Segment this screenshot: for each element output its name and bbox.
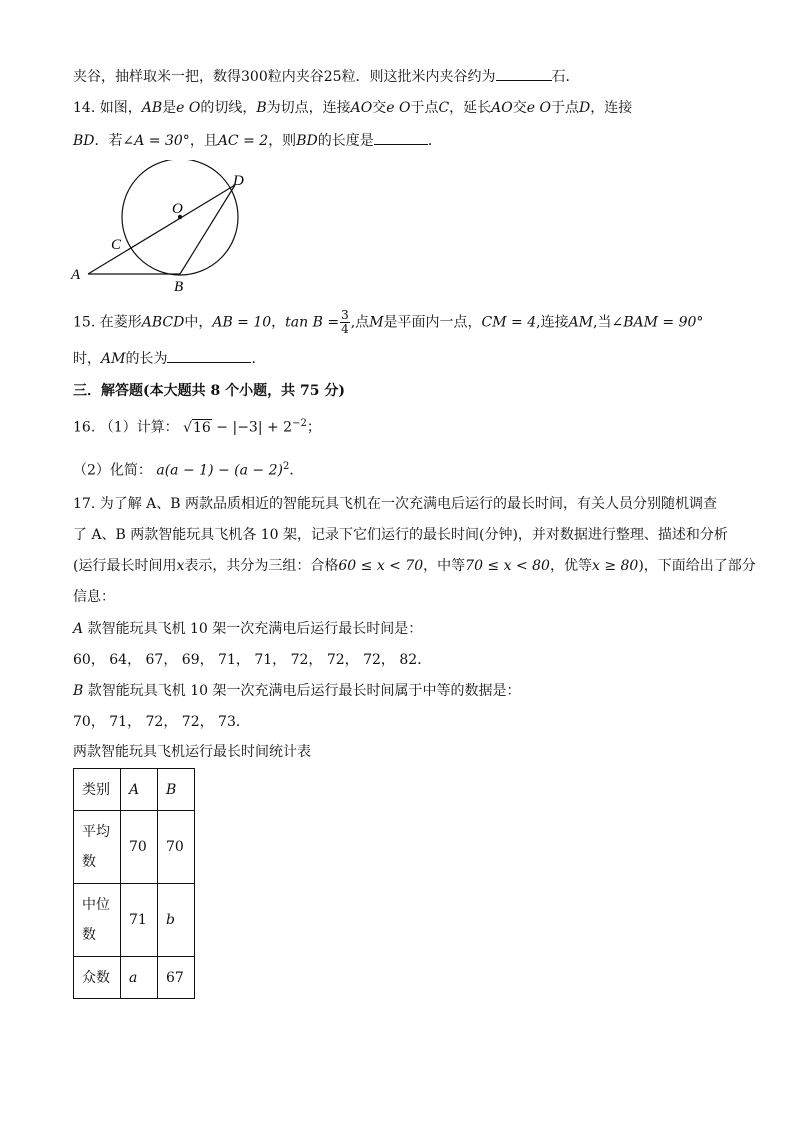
fraction-denominator: 4 xyxy=(341,322,349,336)
b-intro xyxy=(73,681,520,701)
row-label-mean xyxy=(74,811,121,884)
label-line: 数 xyxy=(82,927,96,943)
math-var: BD xyxy=(73,133,95,149)
text: 为切点，连接 xyxy=(266,100,351,116)
math-expr: − |−3| + 2 xyxy=(211,419,293,436)
geometry-figure xyxy=(65,160,265,295)
problem-16-part-2 xyxy=(73,457,303,481)
text: 交 xyxy=(512,100,527,116)
text: 在菱形 xyxy=(99,314,142,331)
text: 粒．则这批米内夹谷约为 xyxy=(341,69,496,85)
cell-value: a xyxy=(121,957,158,999)
label-b: B xyxy=(174,279,184,295)
table-row xyxy=(74,884,195,957)
text: 石． xyxy=(551,69,580,85)
row-label-median xyxy=(74,884,121,957)
problem-number: 17. xyxy=(73,496,96,512)
text: 的切线， xyxy=(200,100,257,116)
math-var: BD xyxy=(296,133,318,149)
table-row xyxy=(74,769,195,811)
cell-value: 67 xyxy=(158,957,195,999)
problem-number: 16. xyxy=(73,419,96,436)
answer-blank[interactable] xyxy=(496,66,552,81)
problem-13-continuation xyxy=(73,66,580,87)
math-var: AO xyxy=(350,100,373,116)
fraction xyxy=(340,309,350,336)
text: (运行最长时间用 xyxy=(73,558,177,574)
segment-bd xyxy=(180,185,235,274)
math-expr: ∠A = 30° xyxy=(122,133,190,149)
label-o: O xyxy=(172,201,183,217)
text: 表示，共分为三组：合格 xyxy=(184,558,339,574)
sqrt-expr: √16 xyxy=(183,419,211,436)
problem-14-line-1 xyxy=(73,98,632,118)
math-var: M xyxy=(369,314,384,331)
problem-number: 14. xyxy=(73,100,96,116)
math-circle: e O xyxy=(386,100,411,116)
problem-16-part-1 xyxy=(73,414,321,438)
math-var: AO xyxy=(491,100,513,116)
math-var: AB xyxy=(141,100,163,116)
math-var: x xyxy=(176,558,185,574)
header-category: 类别 xyxy=(74,769,121,811)
text: ，则 xyxy=(268,133,297,149)
answer-blank[interactable] xyxy=(374,130,428,145)
sqrt-radicand: 16 xyxy=(193,419,211,436)
text: 夹谷，抽样取米一把，数得 xyxy=(73,69,241,85)
math-expr: 60 ≤ x < 70 xyxy=(338,558,424,574)
math-var: AM xyxy=(568,314,594,331)
cell-value: b xyxy=(158,884,195,957)
problem-17-line-3 xyxy=(73,556,756,576)
math-var: B xyxy=(73,683,84,699)
text: )，下面给出了部分 xyxy=(638,558,756,574)
math-expr: AC = 2 xyxy=(217,133,269,149)
exponent: 2 xyxy=(282,461,290,472)
text: ,当 xyxy=(593,314,612,331)
math-var: B xyxy=(256,100,267,116)
label-a: A xyxy=(71,267,81,283)
cell-value: 71 xyxy=(121,884,158,957)
text: ． xyxy=(427,133,442,149)
segment-ad xyxy=(88,185,235,274)
problem-17-line-2: 了 A、B 两款智能玩具飞机各 10 架，记录下它们运行的最长时间(分钟)，并对数据进行整理、描述和分析 xyxy=(73,527,728,543)
problem-14-line-2 xyxy=(73,130,442,151)
math-expr: tan B = xyxy=(285,314,340,331)
text: ， xyxy=(271,314,286,331)
text: 为了解 A、B 两款品质相近的智能玩具飞机在一次充满电后运行的最长时间，有关人员分别随机调查 xyxy=(99,496,718,512)
problem-17-line-4: 信息： xyxy=(73,589,115,605)
a-data: 60， 64， 67， 69， 71， 71， 72， 72， 72， 82． xyxy=(73,652,432,668)
text: ，连接 xyxy=(590,100,633,116)
math-expr: AB = 10 xyxy=(212,314,272,331)
math-var: C xyxy=(438,100,450,116)
text: （2）化简： xyxy=(73,462,152,479)
math-var: D xyxy=(578,100,591,116)
text: 的长为 xyxy=(125,351,168,367)
text: ，延长 xyxy=(449,100,492,116)
section-heading: 三．解答题(本大题共 8 个小题，共 75 分) xyxy=(73,383,345,399)
answer-blank[interactable] xyxy=(167,348,251,363)
table-title: 两款智能玩具飞机运行最长时间统计表 xyxy=(73,744,311,760)
text: ，且 xyxy=(189,133,218,149)
number: 300 xyxy=(241,69,268,85)
text: ； xyxy=(306,419,321,436)
math-expr: x ≥ 80 xyxy=(591,558,639,574)
text: ．若 xyxy=(94,133,123,149)
header-b: B xyxy=(158,769,195,811)
label-d: D xyxy=(233,173,244,189)
cell-value: 70 xyxy=(121,811,158,884)
problem-15-line-2 xyxy=(73,348,265,369)
label-line: 中位 xyxy=(82,897,110,913)
text: 是平面内一点， xyxy=(383,314,482,331)
cell-value: 70 xyxy=(158,811,195,884)
text: （1）计算： xyxy=(99,419,179,436)
fraction-numerator: 3 xyxy=(341,308,349,322)
text: 款智能玩具飞机 10 架一次充满电后运行最长时间是： xyxy=(83,621,423,637)
math-var: AM xyxy=(101,351,126,367)
text: ，中等 xyxy=(423,558,466,574)
text: 交 xyxy=(372,100,387,116)
label-line: 平均 xyxy=(82,824,110,840)
header-a: A xyxy=(121,769,158,811)
text: ． xyxy=(251,351,266,367)
math-circle: e O xyxy=(176,100,201,116)
number: 25 xyxy=(323,69,342,85)
math-expr: CM = 4 xyxy=(481,314,537,331)
text: 时， xyxy=(73,351,101,367)
math-expr: a(a − 1) − (a − 2) xyxy=(156,462,283,479)
row-label-mode: 众数 xyxy=(74,957,121,999)
a-intro xyxy=(73,619,422,639)
text: 粒内夹谷 xyxy=(267,69,324,85)
text: ,连接 xyxy=(536,314,569,331)
text: 于点 xyxy=(410,100,439,116)
problem-15-line-1 xyxy=(73,309,703,336)
problem-number: 15. xyxy=(73,314,96,331)
math-var: ABCD xyxy=(141,314,185,331)
problem-17-line-1 xyxy=(73,494,717,514)
text: 于点 xyxy=(550,100,579,116)
math-var: A xyxy=(73,621,84,637)
math-expr: ∠BAM = 90° xyxy=(611,314,704,331)
text: 款智能玩具飞机 10 架一次充满电后运行最长时间属于中等的数据是： xyxy=(83,683,521,699)
table-row xyxy=(74,811,195,884)
math-circle: e O xyxy=(526,100,551,116)
stats-table xyxy=(73,768,195,999)
text: ． xyxy=(289,462,304,479)
text: 中， xyxy=(184,314,213,331)
label-line: 数 xyxy=(82,854,96,870)
table-row xyxy=(74,957,195,999)
b-data: 70， 71， 72， 72， 73． xyxy=(73,714,250,730)
text: 是 xyxy=(162,100,177,116)
text: 的长度是 xyxy=(317,133,374,149)
math-expr: 70 ≤ x < 80 xyxy=(465,558,550,574)
text: ,点 xyxy=(350,314,370,331)
text: ，优等 xyxy=(549,558,592,574)
label-c: C xyxy=(111,237,122,253)
text: 如图， xyxy=(99,100,142,116)
exponent: −2 xyxy=(292,418,307,429)
